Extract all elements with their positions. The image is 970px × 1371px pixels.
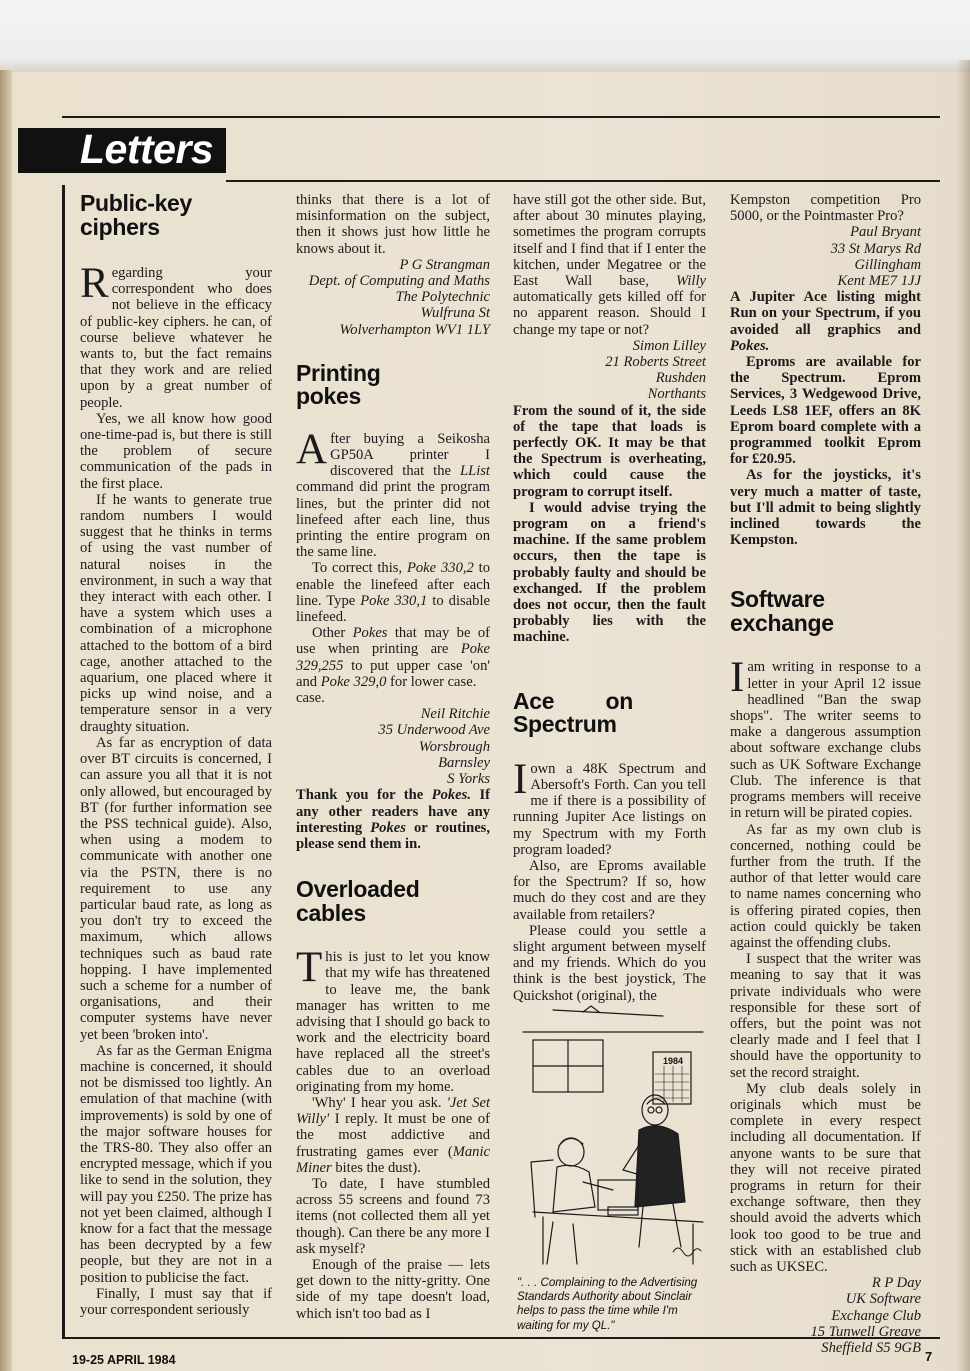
top-rule [62,116,940,118]
page-number: 7 [925,1349,933,1364]
signature-line: Sheffield S5 9GB [821,1340,921,1356]
signature-line: Paul Bryant [850,224,921,241]
section-banner [18,128,226,173]
signature-line: 35 Underwood Ave [378,722,490,739]
letter-paragraph: As far as my own club is concerned, nothing could be further from the truth. If the author of that letter would care to name names concerning who is offering pirated copies, then action could quickly be taken against the offending clubs. [730,821,921,951]
cartoon-illustration [513,1002,713,1272]
letter-paragraph: After buying a Seikosha GP50A printer I discovered that the LList command did print the program lines, but the printer did not linefeed after each line, thus printing the entire program on the same line. [296,425,490,561]
letter-paragraph: As far as encryption of data over BT circuits is concerned, I can assure you all that it is not only allowed, but encouraged by BT (for further information see the PSS technical guide). Also, when using a modem to communicate with another one via the PSTN, there is no requirement to use any particular baud rate, as long as you don't try to exceed the maximum, which allows techniques such as baud rate hopping. I have implemented such a scheme for a number of organisations, and their computer systems have never yet been 'broken into'. [80,734,272,1043]
section-title: Letters [80,126,214,172]
drop-cap: I [513,755,528,803]
letter-paragraph: Regarding your correspondent who does not believe in the efficacy of public-key ciphers. he can, of course believe whatever he wants to, but the fact remains that they work and are relied upon by a great number of people. [80,260,272,411]
header-rule [226,180,940,182]
drop-cap: A [296,425,328,473]
letter-paragraph: thinks that there is a lot of misinformation on the subject, then it shows just how little he knows about it. [296,192,490,257]
signature-line: 15 Tunwell Greave [810,1323,921,1340]
signature-line: Kent ME7 1JJ [837,273,921,290]
signature-line: Wolverhampton WV1 1LY [339,321,490,338]
letter-paragraph: This is just to let you know that my wife has threatened to leave me, the bank manager has written to me advising that I should go back to work and the electricity board have replaced all the street's cables due to an overload originating from my home. [296,944,490,1095]
signature-line: Simon Lilley [632,337,706,354]
signature-line: Dept. of Computing and Maths [308,273,490,290]
letter-paragraph: Enough of the praise — lets get down to the nitty-gritty. One side of my tape doesn't load, which isn't too bad as I [296,1256,490,1322]
heading-printing-pokes: Printing pokes [296,359,381,410]
letter-paragraph: have still got the other side. But, after about 30 minutes playing, sometimes the program corrupts itself and I find that if I enter the kitchen, under Megatree or the East Wall base, Willy automatically gets killed off for no apparent reason. Should I change my tape or not? [513,192,706,338]
letter-paragraph: Iam writing in response to a letter in your April 12 issue headlined "Ban the swap shops". The writer seems to make a dangerous assumption about software exchange clubs such as UK Software Exchange Club. The inference is that programs members will receive in return will be pirated copies. [730,654,921,822]
column-2 [296,192,490,1322]
column-4 [730,192,921,1356]
signature-line: Exchange Club [831,1307,921,1324]
editor-reply: Eproms are available for the Spectrum. Eprom Services, 3 Wedgewood Drive, Leeds LS8 1EF, offers an 8K Eprom board complete with a programmed toolkit Eprom for £20.95. [730,354,921,468]
signature-line: 33 St Marys Rd [830,240,921,257]
letter-paragraph: I suspect that the writer was meaning to say that it was private individuals who were responsible for these sort of offers, but the point was not clearly made and I feel that I should have the opportunity to set the record straight. [730,951,921,1081]
page-edge-shadow [956,60,970,1371]
letter-paragraph: As far as the German Enigma machine is concerned, it should not be dismissed too lightly. An emulation of that machine (with improvements) is sold by one of the major software houses for the TRS-80. They also offer an encrypted message, which if you like to send in the solution, they will pay you £250. The prize has not yet been claimed, although I know for a fact that the message has been decrypted by a few people, but they are not in a position to publicise the fact. [80,1042,272,1286]
letter-paragraph: Please could you settle a slight argument between myself and my friends. Which do you think is the best joystick, The Quickshot (original), the [513,922,706,1004]
letter-paragraph: Finally, I must say that if your correspondent seriously [80,1285,272,1318]
calendar-year-label: 1984 [663,1056,684,1066]
letter-paragraph: Yes, we all know how good one-time-pad is, but there is still the problem of secure communication of the pads in the first place. [80,410,272,492]
editor-reply: Thank you for the Pokes. If any other readers have any interesting Pokes or routines, please send them in. [296,787,490,852]
signature-line: Worsbrough [418,738,490,755]
signature-line: Neil Ritchie [420,706,490,723]
letter-paragraph: Kempston competition Pro 5000, or the Pointmaster Pro? [730,192,921,225]
letter-paragraph: Iown a 48K Spectrum and Abersoft's Forth. Can you tell me if there is a possibility of running Jupiter Ace listings on my Spectrum with my Forth program loaded? [513,755,706,858]
signature-line: Wulfruna St [420,305,490,322]
cartoon-caption: ". . . Complaining to the Advertising Standards Authority about Sinclair helps to pass the time while I'm waiting for my QL." [517,1276,698,1332]
signature-line: Northants [647,386,706,403]
letter-paragraph: To correct this, Poke 330,2 to enable the linefeed after each line. Type Poke 330,1 to disable linefeed. [296,560,491,626]
signature-line: P G Strangman [399,256,490,273]
scanner-margin [0,0,970,72]
letter-paragraph: If he wants to generate true random numbers I would suggest that he thinks in terms of using the vast number of natural noises in the environment, in such a way that they interact with each other. I have a system which uses a combination of a microphone attached to the bottom of a bird cage, another attached to the aquarium, one placed where it picks up wind noise, and a temperature sensor in a very draughty situation. [80,491,272,735]
signature-line: S Yorks [447,771,490,788]
page-gutter-shadow [0,70,12,1371]
signature-line: UK Software [845,1291,921,1308]
heading-ace-on-spectrum: Ace on Spectrum [513,687,633,738]
column-1 [80,192,272,1318]
heading-public-key-ciphers: Public-key ciphers [80,190,193,240]
drop-cap: T [296,944,323,992]
signature-line: Gillingham [854,256,921,273]
signature-line: The Polytechnic [395,289,490,306]
letter-paragraph: To date, I have stumbled across 55 screens and found 73 items (not collected them all yet though). Can there be any more I ask myself? [296,1175,490,1257]
drop-cap: I [730,654,745,702]
column-3 [513,192,706,1004]
editor-reply: I would advise trying the program on a friend's machine. If the same problem occurs, then the tape is probably faulty and should be exchanged. If the problem does not occur, then the fault probably lies with the machine. [513,499,706,646]
letter-paragraph: 'Why' I hear you ask. 'Jet Set Willy' I reply. It must be one of the most addictive and frustrating games ever (Manic Miner bites the dust). [296,1094,490,1176]
letter-paragraph: Also, are Eproms available for the Spectrum? If so, how much do they cost and are they available from retailers? [513,857,706,923]
letter-paragraph: case. [296,690,325,707]
signature-line: Barnsley [438,754,490,771]
editor-reply: From the sound of it, the side of the tape that loads is perfectly OK. It may be that the Spectrum is overheating, which could cause the program to corrupt itself. [513,402,706,500]
issue-date: 19-25 APRIL 1984 [72,1353,176,1367]
editor-reply: A Jupiter Ace listing might Run on your Spectrum, if you avoided all graphics and Pokes. [730,289,921,354]
heading-software-exchange: Software exchange [730,586,834,636]
letter-paragraph: My club deals solely in originals which must be complete in every respect including all documentation. If anyone wants to be sure that they will not receive pirated programs in return for their exchange software, then they should avoid the adverts which look too good to be true and stick with an established club such as UKSEC. [730,1080,921,1275]
drop-cap: R [80,260,109,307]
left-column-rule [62,185,65,1337]
signature-line: 21 Roberts Street [605,354,706,371]
heading-overloaded-cables: Overloaded cables [296,876,420,926]
signature-line: Rushden [655,370,706,387]
letter-paragraph: Other Pokes that may be of use when printing are Poke 329,255 to put upper case 'on' and Poke 329,0 for lower case. [296,625,490,690]
editor-reply: As for the joysticks, it's very much a matter of taste, but I'll admit to being slightly inclined towards the Kempston. [730,467,921,549]
signature-line: R P Day [871,1275,921,1292]
